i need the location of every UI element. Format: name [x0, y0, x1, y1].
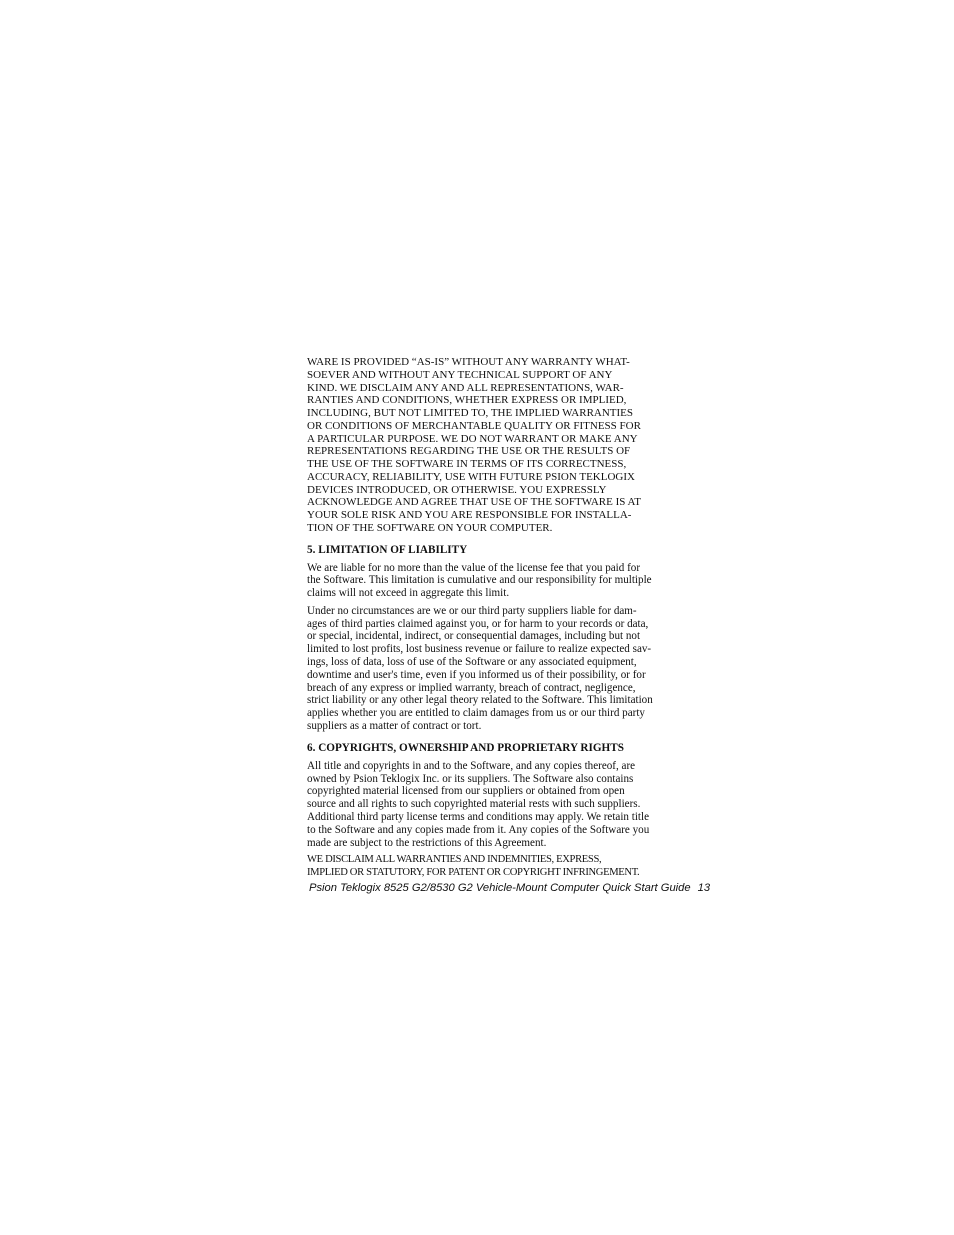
- text-line: RANTIES AND CONDITIONS, WHETHER EXPRESS OR IMPLIED,: [307, 394, 627, 407]
- copyrights-paragraph-1: [307, 760, 681, 850]
- text-line: DEVICES INTRODUCED, OR OTHERWISE. YOU EXPRESSLY: [307, 483, 607, 496]
- text-line: claims will not exceed in aggregate this limit.: [307, 587, 510, 600]
- text-line: A PARTICULAR PURPOSE. WE DO NOT WARRANT OR MAKE ANY: [307, 432, 638, 445]
- warranty-paragraph: [307, 356, 681, 535]
- page-number: 13: [697, 882, 711, 894]
- text-line: owned by Psion Teklogix Inc. or its suppliers. The Software also contains: [307, 772, 634, 785]
- text-line: Additional third party license terms and conditions may apply. We retain title: [307, 811, 650, 824]
- text-line: All title and copyrights in and to the Software, and any copies thereof, are: [307, 759, 636, 772]
- limitation-paragraph-1: [307, 562, 681, 600]
- text-line: ACKNOWLEDGE AND AGREE THAT USE OF THE SOFTWARE IS AT: [307, 496, 641, 509]
- text-line: YOUR SOLE RISK AND YOU ARE RESPONSIBLE FOR INSTALLA-: [307, 509, 632, 521]
- text-line: REPRESENTATIONS REGARDING THE USE OR THE RESULTS OF: [307, 445, 631, 458]
- text-line: made are subject to the restrictions of this Agreement.: [307, 836, 547, 849]
- copyrights-paragraph-2: [307, 854, 681, 880]
- text-line: limited to lost profits, lost business revenue or failure to realize expected sav-: [307, 643, 652, 656]
- text-line: OR CONDITIONS OF MERCHANTABLE QUALITY OR FITNESS FOR: [307, 419, 641, 432]
- text-line: WE DISCLAIM ALL WARRANTIES AND INDEMNITIES, EXPRESS,: [307, 854, 602, 866]
- section-heading-copyrights: 6. COPYRIGHTS, OWNERSHIP AND PROPRIETARY RIGHTS: [307, 741, 624, 754]
- limitation-paragraph-2: [307, 605, 681, 733]
- text-line: suppliers as a matter of contract or tort.: [307, 720, 482, 733]
- text-line: applies whether you are entitled to claim damages from us or our third party: [307, 707, 645, 720]
- text-line: Under no circumstances are we or our third party suppliers liable for dam-: [307, 604, 637, 617]
- page-footer: [309, 881, 711, 895]
- text-line: ACCURACY, RELIABILITY, USE WITH FUTURE PSION TEKLOGIX: [307, 470, 635, 483]
- text-line: source and all rights to such copyrighted material rests with such suppliers.: [307, 798, 641, 811]
- text-line: or special, incidental, indirect, or consequential damages, including but not: [307, 630, 641, 643]
- text-line: ings, loss of data, loss of use of the Software or any associated equipment,: [307, 656, 637, 669]
- text-line: ages of third parties claimed against you, or for harm to your records or data,: [307, 617, 649, 630]
- footer-guide-title: Psion Teklogix 8525 G2/8530 G2 Vehicle-Mount Computer Quick Start Guide: [309, 882, 691, 894]
- text-line: strict liability or any other legal theory related to the Software. This limitation: [307, 694, 653, 707]
- text-line: WARE IS PROVIDED “AS-IS” WITHOUT ANY WARRANTY WHAT-: [307, 356, 630, 368]
- text-line: INCLUDING, BUT NOT LIMITED TO, THE IMPLIED WARRANTIES: [307, 407, 634, 419]
- text-line: THE USE OF THE SOFTWARE IN TERMS OF ITS CORRECTNESS,: [307, 458, 627, 470]
- text-line: to the Software and any copies made from it. Any copies of the Software you: [307, 823, 650, 836]
- text-line: copyrighted material licensed from our suppliers or obtained from open: [307, 785, 625, 798]
- text-line: the Software. This limitation is cumulative and our responsibility for multiple: [307, 574, 652, 587]
- text-line: We are liable for no more than the value of the license fee that you paid for: [307, 561, 641, 574]
- text-line: IMPLIED OR STATUTORY, FOR PATENT OR COPYRIGHT INFRINGEMENT.: [307, 867, 640, 879]
- section-heading-limitation-of-liability: 5. LIMITATION OF LIABILITY: [307, 543, 468, 556]
- text-line: TION OF THE SOFTWARE ON YOUR COMPUTER.: [307, 521, 553, 534]
- text-line: KIND. WE DISCLAIM ANY AND ALL REPRESENTATIONS, WAR-: [307, 381, 624, 394]
- text-line: SOEVER AND WITHOUT ANY TECHNICAL SUPPORT OF ANY: [307, 368, 613, 381]
- text-line: breach of any express or implied warranty, breach of contract, negligence,: [307, 681, 636, 694]
- text-line: downtime and user's time, even if you informed us of their possibility, or for: [307, 668, 646, 681]
- page-body: [307, 356, 681, 880]
